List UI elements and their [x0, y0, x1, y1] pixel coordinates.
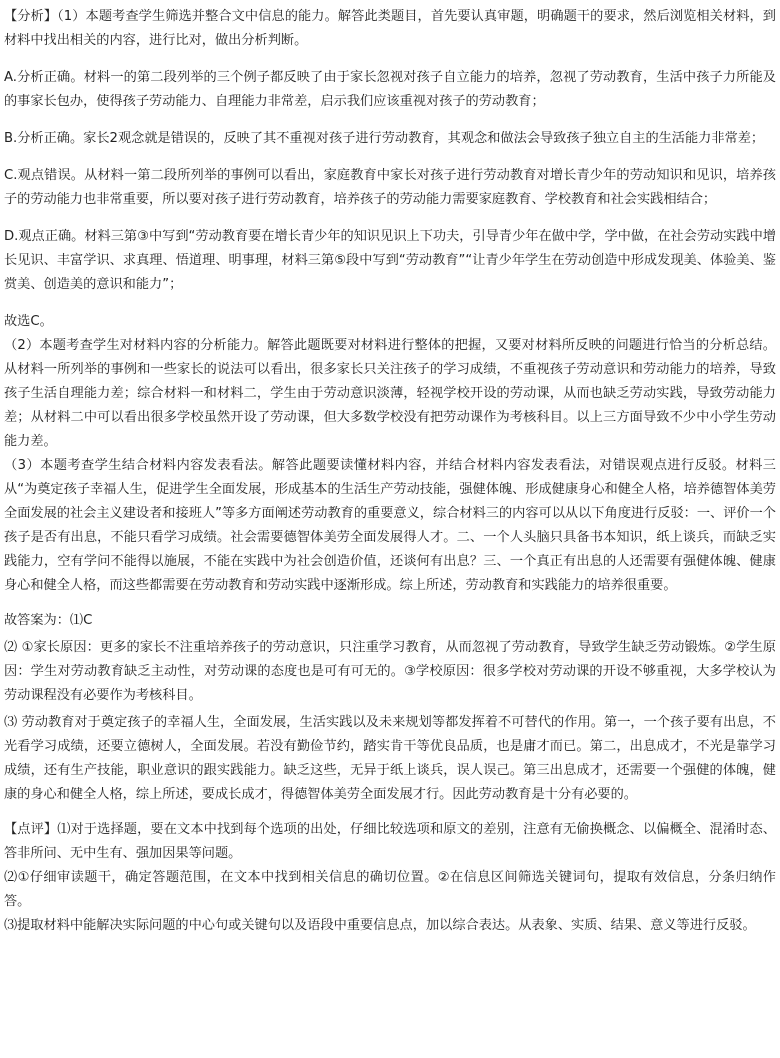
comment-part-1: 【点评】⑴对于选择题，要在文本中找到每个选项的出处，仔细比较选项和原文的差别，注意有无偷换概念、以偏概全、混淆时态、答非所问、无中生有、强加因果等问题。 [4, 822, 776, 861]
analysis-choice: 故选C。 [4, 314, 53, 329]
analysis-option-c: C.观点错误。从材料一第二段所列举的事例可以看出，家庭教育中家长对孩子进行劳动教育对增长青少年的劳动知识和见识，培养孩子的劳动能力也非常重要，所以要对孩子进行劳动教育，培养孩子的劳动能力需要家庭教育、学校教育和社会实践相结合； [4, 168, 776, 207]
answer-heading: 故答案为：⑴C [4, 613, 93, 628]
analysis-option-d: D.观点正确。材料三第③中写到“劳动教育要在增长青少年的知识见识上下功夫，引导青少年在做中学，学中做，在社会劳动实践中增长见识、丰富学识、求真理、悟道理、明事理，材料三第⑤段中写到“劳动教育”“让青少年学生在劳动创造中形成发现美、体验美、鉴赏美、创造美的意识和能力”； [4, 229, 776, 292]
analysis-option-a: A.分析正确。材料一的第二段列举的三个例子都反映了由于家长忽视对孩子自立能力的培养，忽视了劳动教育，生活中孩子力所能及的事家长包办，使得孩子劳动能力、自理能力非常差，启示我们应该重视对孩子的劳动教育； [4, 70, 776, 109]
analysis-option-b: B.分析正确。家长2观念就是错误的，反映了其不重视对孩子进行劳动教育，其观念和做法会导致孩子独立自主的生活能力非常差； [4, 131, 765, 146]
analysis-part-3: （3）本题考查学生结合材料内容发表看法。解答此题要读懂材料内容，并结合材料内容发表看法，对错误观点进行反驳。材料三从“为奠定孩子幸福人生，促进学生全面发展，形成基本的生活生产劳动技能，强健体魄、形成健康身心和健全人格，培养德智体美劳全面发展的社会主义建设者和接班人”等多方面阐述劳动教育的重要意义，综合材料三的内容可以从以下角度进行反驳：一、评价一个孩子是否有出息，不能只看学习成绩。社会需要德智体美劳全面发展得人才。二、一个人头脑只具备书本知识，纸上谈兵，而缺乏实践能力，空有学问不能得以施展，不能在实践中为社会创造价值，还谈何有出息？三、一个真正有出息的人还需要有强健体魄、健康身心和健全人格，而这些都需要在劳动教育和劳动实践中逐渐形成。综上所述，劳动教育和实践能力的培养很重要。 [4, 458, 776, 593]
analysis-intro: 【分析】（1）本题考查学生筛选并整合文中信息的能力。解答此类题目，首先要认真审题，明确题干的要求，然后浏览相关材料，到材料中找出相关的内容，进行比对，做出分析判断。 [4, 9, 776, 48]
analysis-part-2: （2）本题考查学生对材料内容的分析能力。解答此题既要对材料进行整体的把握，又要对材料所反映的问题进行恰当的分析总结。从材料一所列举的事例和一些家长的说法可以看出，很多家长只关注孩子的学习成绩，不重视孩子劳动意识和劳动能力的培养，导致孩子生活自理能力差；综合材料一和材料二，学生由于劳动意识淡薄，轻视学校开设的劳动课，从而也缺乏劳动实践，导致劳动能力差；从材料二中可以看出很多学校虽然开设了劳动课，但大多数学校没有把劳动课作为考核科目。以上三方面导致不少中小学生劳动能力差。 [4, 338, 776, 449]
answer-part-3: ⑶ 劳动教育对于奠定孩子的幸福人生，全面发展，生活实践以及未来规划等都发挥着不可替代的作用。第一，一个孩子要有出息，不光看学习成绩，还要立德树人，全面发展。若没有勤俭节约，踏实肯干等优良品质，也是庸才而已。第二，出息成才，不光是靠学习成绩，还有生产技能，职业意识的跟实践能力。缺乏这些，无异于纸上谈兵，误人误己。第三出息成才，还需要一个强健的体魄，健康的身心和健全人格，综上所述，要成长成才，得德智体美劳全面发展才行。因此劳动教育是十分有必要的。 [4, 715, 776, 802]
answer-part-2: ⑵ ①家长原因：更多的家长不注重培养孩子的劳动意识，只注重学习教育，从而忽视了劳动教育，导致学生缺乏劳动锻炼。②学生原因：学生对劳动教育缺乏主动性，对劳动课的态度也是可有可无的。③学校原因：很多学校对劳动课的开设不够重视，大多学校认为劳动课程没有必要作为考核科目。 [4, 640, 776, 703]
comment-part-2: ⑵①仔细审读题干，确定答题范围，在文本中找到相关信息的确切位置。②在信息区间筛选关键词句，提取有效信息，分条归纳作答。 [4, 870, 776, 909]
comment-part-3: ⑶提取材料中能解决实际问题的中心句或关键句以及语段中重要信息点，加以综合表达。从表象、实质、结果、意义等进行反驳。 [4, 918, 756, 933]
